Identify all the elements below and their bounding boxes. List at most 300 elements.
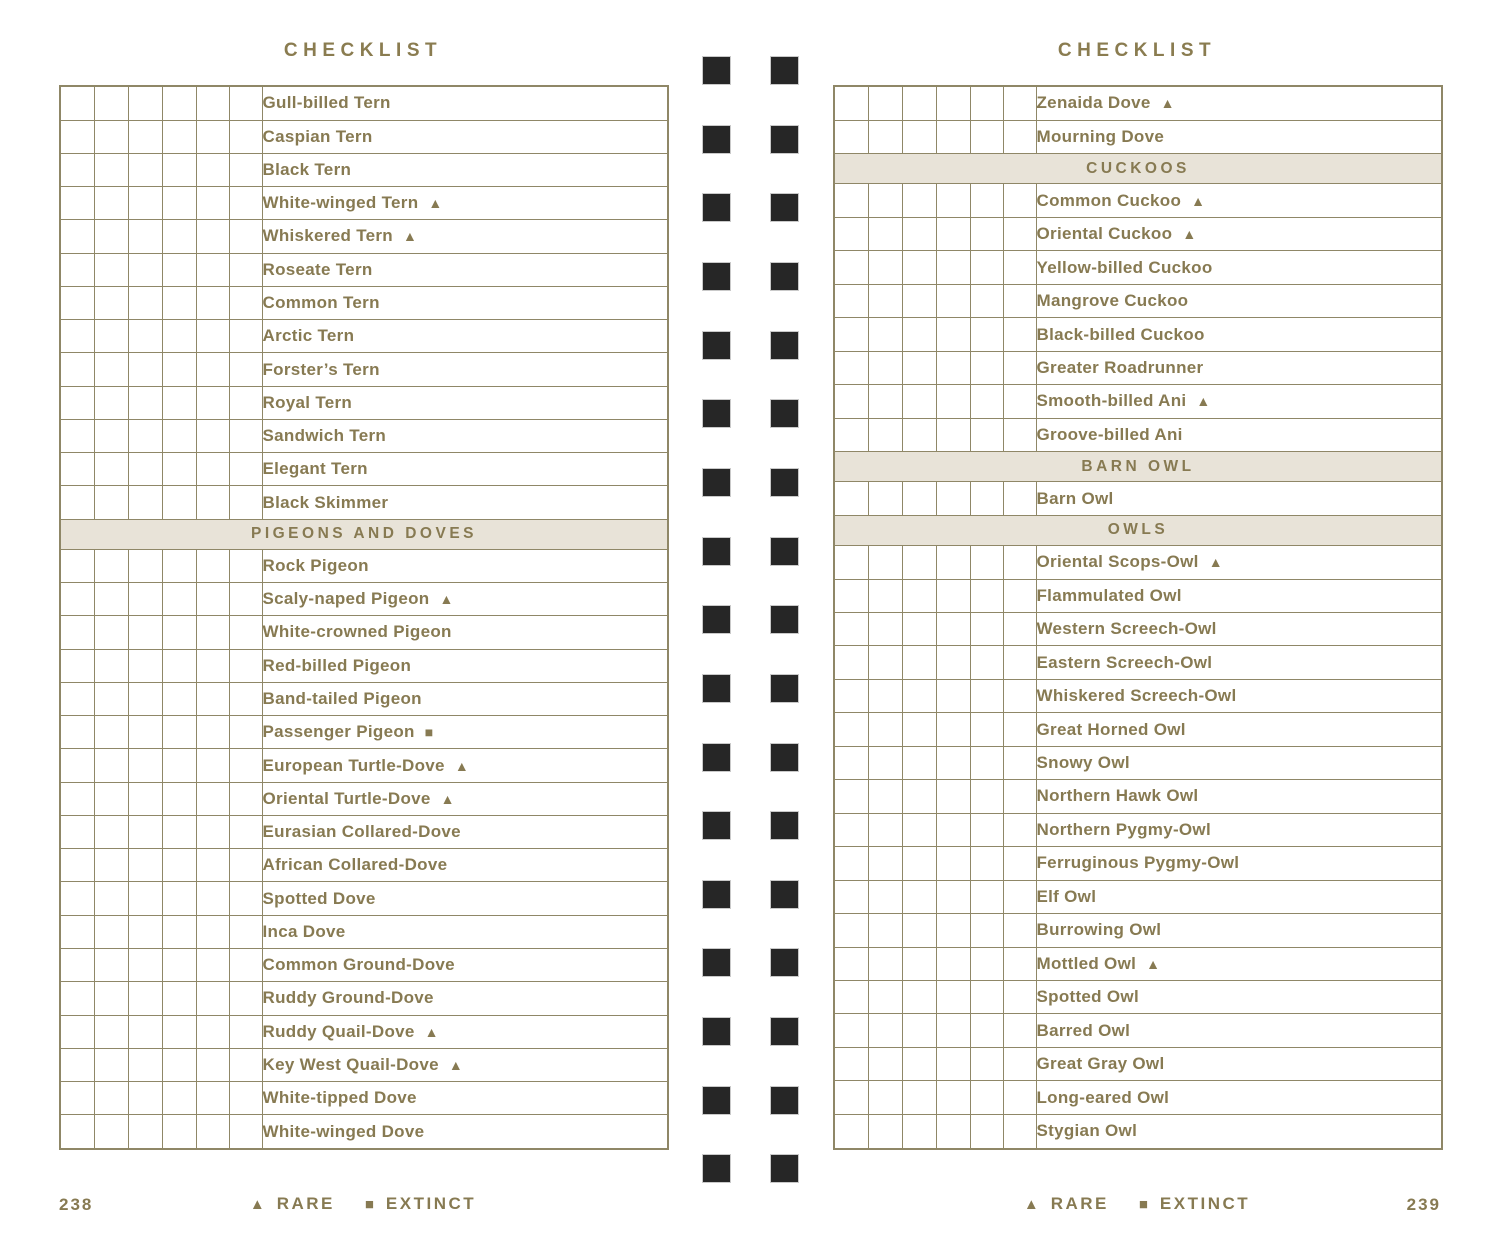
checkbox-cell[interactable] <box>834 914 868 947</box>
checkbox-cell[interactable] <box>936 847 970 880</box>
checkbox-cell[interactable] <box>196 749 229 782</box>
checkbox-cell[interactable] <box>60 253 94 286</box>
checkbox-cell[interactable] <box>229 419 262 452</box>
checkbox-cell[interactable] <box>970 351 1003 384</box>
checkbox-cell[interactable] <box>94 915 128 948</box>
checkbox-cell[interactable] <box>128 419 162 452</box>
checkbox-cell[interactable] <box>94 419 128 452</box>
checkbox-cell[interactable] <box>60 649 94 682</box>
checkbox-cell[interactable] <box>196 1115 229 1149</box>
checkbox-cell[interactable] <box>970 1047 1003 1080</box>
checkbox-cell[interactable] <box>196 1048 229 1081</box>
checkbox-cell[interactable] <box>868 1114 902 1149</box>
checkbox-cell[interactable] <box>868 746 902 779</box>
checkbox-cell[interactable] <box>902 713 936 746</box>
checkbox-cell[interactable] <box>128 616 162 649</box>
checkbox-cell[interactable] <box>94 1115 128 1149</box>
checkbox-cell[interactable] <box>936 546 970 579</box>
checkbox-cell[interactable] <box>970 579 1003 612</box>
checkbox-cell[interactable] <box>902 679 936 712</box>
checkbox-cell[interactable] <box>970 184 1003 217</box>
checkbox-cell[interactable] <box>1003 947 1036 980</box>
checkbox-cell[interactable] <box>1003 914 1036 947</box>
checkbox-cell[interactable] <box>868 482 902 515</box>
checkbox-cell[interactable] <box>196 86 229 120</box>
checkbox-cell[interactable] <box>162 120 196 153</box>
checkbox-cell[interactable] <box>60 549 94 582</box>
checkbox-cell[interactable] <box>936 318 970 351</box>
checkbox-cell[interactable] <box>60 1082 94 1115</box>
checkbox-cell[interactable] <box>60 849 94 882</box>
checkbox-cell[interactable] <box>162 583 196 616</box>
checkbox-cell[interactable] <box>229 453 262 486</box>
checkbox-cell[interactable] <box>902 1114 936 1149</box>
checkbox-cell[interactable] <box>1003 646 1036 679</box>
checkbox-cell[interactable] <box>94 1082 128 1115</box>
checkbox-cell[interactable] <box>834 880 868 913</box>
checkbox-cell[interactable] <box>60 120 94 153</box>
checkbox-cell[interactable] <box>834 679 868 712</box>
checkbox-cell[interactable] <box>868 880 902 913</box>
checkbox-cell[interactable] <box>970 914 1003 947</box>
checkbox-cell[interactable] <box>94 815 128 848</box>
checkbox-cell[interactable] <box>60 949 94 982</box>
checkbox-cell[interactable] <box>902 947 936 980</box>
checkbox-cell[interactable] <box>936 1081 970 1114</box>
checkbox-cell[interactable] <box>229 549 262 582</box>
checkbox-cell[interactable] <box>60 682 94 715</box>
checkbox-cell[interactable] <box>128 1082 162 1115</box>
checkbox-cell[interactable] <box>94 153 128 186</box>
checkbox-cell[interactable] <box>902 86 936 120</box>
checkbox-cell[interactable] <box>162 486 196 519</box>
checkbox-cell[interactable] <box>868 980 902 1013</box>
checkbox-cell[interactable] <box>94 1048 128 1081</box>
checkbox-cell[interactable] <box>1003 1081 1036 1114</box>
checkbox-cell[interactable] <box>128 549 162 582</box>
checkbox-cell[interactable] <box>162 320 196 353</box>
checkbox-cell[interactable] <box>868 385 902 418</box>
checkbox-cell[interactable] <box>162 187 196 220</box>
checkbox-cell[interactable] <box>1003 980 1036 1013</box>
checkbox-cell[interactable] <box>834 780 868 813</box>
checkbox-cell[interactable] <box>902 1014 936 1047</box>
checkbox-cell[interactable] <box>229 649 262 682</box>
checkbox-cell[interactable] <box>128 120 162 153</box>
checkbox-cell[interactable] <box>936 980 970 1013</box>
checkbox-cell[interactable] <box>196 286 229 319</box>
checkbox-cell[interactable] <box>834 284 868 317</box>
checkbox-cell[interactable] <box>970 980 1003 1013</box>
checkbox-cell[interactable] <box>902 482 936 515</box>
checkbox-cell[interactable] <box>834 813 868 846</box>
checkbox-cell[interactable] <box>162 549 196 582</box>
checkbox-cell[interactable] <box>60 153 94 186</box>
checkbox-cell[interactable] <box>229 1115 262 1149</box>
checkbox-cell[interactable] <box>229 220 262 253</box>
checkbox-cell[interactable] <box>902 1047 936 1080</box>
checkbox-cell[interactable] <box>162 682 196 715</box>
checkbox-cell[interactable] <box>868 351 902 384</box>
checkbox-cell[interactable] <box>128 486 162 519</box>
checkbox-cell[interactable] <box>834 251 868 284</box>
checkbox-cell[interactable] <box>936 947 970 980</box>
checkbox-cell[interactable] <box>970 482 1003 515</box>
checkbox-cell[interactable] <box>1003 713 1036 746</box>
checkbox-cell[interactable] <box>60 86 94 120</box>
checkbox-cell[interactable] <box>902 217 936 250</box>
checkbox-cell[interactable] <box>196 1015 229 1048</box>
checkbox-cell[interactable] <box>936 385 970 418</box>
checkbox-cell[interactable] <box>128 716 162 749</box>
checkbox-cell[interactable] <box>196 187 229 220</box>
checkbox-cell[interactable] <box>902 847 936 880</box>
checkbox-cell[interactable] <box>196 915 229 948</box>
checkbox-cell[interactable] <box>196 716 229 749</box>
checkbox-cell[interactable] <box>128 453 162 486</box>
checkbox-cell[interactable] <box>936 351 970 384</box>
checkbox-cell[interactable] <box>868 217 902 250</box>
checkbox-cell[interactable] <box>196 849 229 882</box>
checkbox-cell[interactable] <box>60 583 94 616</box>
checkbox-cell[interactable] <box>902 418 936 451</box>
checkbox-cell[interactable] <box>868 120 902 153</box>
checkbox-cell[interactable] <box>94 882 128 915</box>
checkbox-cell[interactable] <box>868 318 902 351</box>
checkbox-cell[interactable] <box>1003 679 1036 712</box>
checkbox-cell[interactable] <box>936 120 970 153</box>
checkbox-cell[interactable] <box>94 253 128 286</box>
checkbox-cell[interactable] <box>868 546 902 579</box>
checkbox-cell[interactable] <box>834 746 868 779</box>
checkbox-cell[interactable] <box>60 1015 94 1048</box>
checkbox-cell[interactable] <box>970 780 1003 813</box>
checkbox-cell[interactable] <box>936 418 970 451</box>
checkbox-cell[interactable] <box>60 782 94 815</box>
checkbox-cell[interactable] <box>60 749 94 782</box>
checkbox-cell[interactable] <box>60 716 94 749</box>
checkbox-cell[interactable] <box>60 815 94 848</box>
checkbox-cell[interactable] <box>936 713 970 746</box>
checkbox-cell[interactable] <box>970 880 1003 913</box>
checkbox-cell[interactable] <box>868 1081 902 1114</box>
checkbox-cell[interactable] <box>94 583 128 616</box>
checkbox-cell[interactable] <box>229 486 262 519</box>
checkbox-cell[interactable] <box>94 716 128 749</box>
checkbox-cell[interactable] <box>60 882 94 915</box>
checkbox-cell[interactable] <box>868 251 902 284</box>
checkbox-cell[interactable] <box>229 849 262 882</box>
checkbox-cell[interactable] <box>1003 318 1036 351</box>
checkbox-cell[interactable] <box>834 947 868 980</box>
checkbox-cell[interactable] <box>196 320 229 353</box>
checkbox-cell[interactable] <box>94 220 128 253</box>
checkbox-cell[interactable] <box>936 813 970 846</box>
checkbox-cell[interactable] <box>229 915 262 948</box>
checkbox-cell[interactable] <box>1003 217 1036 250</box>
checkbox-cell[interactable] <box>902 780 936 813</box>
checkbox-cell[interactable] <box>94 1015 128 1048</box>
checkbox-cell[interactable] <box>94 320 128 353</box>
checkbox-cell[interactable] <box>936 284 970 317</box>
checkbox-cell[interactable] <box>60 353 94 386</box>
checkbox-cell[interactable] <box>970 813 1003 846</box>
checkbox-cell[interactable] <box>970 86 1003 120</box>
checkbox-cell[interactable] <box>936 1047 970 1080</box>
checkbox-cell[interactable] <box>902 385 936 418</box>
checkbox-cell[interactable] <box>834 1114 868 1149</box>
checkbox-cell[interactable] <box>60 1115 94 1149</box>
checkbox-cell[interactable] <box>162 616 196 649</box>
checkbox-cell[interactable] <box>970 746 1003 779</box>
checkbox-cell[interactable] <box>196 253 229 286</box>
checkbox-cell[interactable] <box>94 649 128 682</box>
checkbox-cell[interactable] <box>970 646 1003 679</box>
checkbox-cell[interactable] <box>970 1081 1003 1114</box>
checkbox-cell[interactable] <box>162 782 196 815</box>
checkbox-cell[interactable] <box>970 284 1003 317</box>
checkbox-cell[interactable] <box>834 351 868 384</box>
checkbox-cell[interactable] <box>128 220 162 253</box>
checkbox-cell[interactable] <box>936 184 970 217</box>
checkbox-cell[interactable] <box>868 947 902 980</box>
checkbox-cell[interactable] <box>868 184 902 217</box>
checkbox-cell[interactable] <box>60 220 94 253</box>
checkbox-cell[interactable] <box>229 1082 262 1115</box>
checkbox-cell[interactable] <box>970 947 1003 980</box>
checkbox-cell[interactable] <box>128 849 162 882</box>
checkbox-cell[interactable] <box>162 453 196 486</box>
checkbox-cell[interactable] <box>868 579 902 612</box>
checkbox-cell[interactable] <box>936 880 970 913</box>
checkbox-cell[interactable] <box>196 120 229 153</box>
checkbox-cell[interactable] <box>162 253 196 286</box>
checkbox-cell[interactable] <box>128 583 162 616</box>
checkbox-cell[interactable] <box>936 86 970 120</box>
checkbox-cell[interactable] <box>94 453 128 486</box>
checkbox-cell[interactable] <box>902 579 936 612</box>
checkbox-cell[interactable] <box>229 882 262 915</box>
checkbox-cell[interactable] <box>229 782 262 815</box>
checkbox-cell[interactable] <box>902 318 936 351</box>
checkbox-cell[interactable] <box>936 646 970 679</box>
checkbox-cell[interactable] <box>970 1114 1003 1149</box>
checkbox-cell[interactable] <box>868 780 902 813</box>
checkbox-cell[interactable] <box>936 914 970 947</box>
checkbox-cell[interactable] <box>834 579 868 612</box>
checkbox-cell[interactable] <box>128 1048 162 1081</box>
checkbox-cell[interactable] <box>834 217 868 250</box>
checkbox-cell[interactable] <box>196 419 229 452</box>
checkbox-cell[interactable] <box>868 284 902 317</box>
checkbox-cell[interactable] <box>834 385 868 418</box>
checkbox-cell[interactable] <box>834 1081 868 1114</box>
checkbox-cell[interactable] <box>834 184 868 217</box>
checkbox-cell[interactable] <box>970 385 1003 418</box>
checkbox-cell[interactable] <box>162 286 196 319</box>
checkbox-cell[interactable] <box>128 86 162 120</box>
checkbox-cell[interactable] <box>162 649 196 682</box>
checkbox-cell[interactable] <box>868 914 902 947</box>
checkbox-cell[interactable] <box>1003 847 1036 880</box>
checkbox-cell[interactable] <box>162 353 196 386</box>
checkbox-cell[interactable] <box>94 120 128 153</box>
checkbox-cell[interactable] <box>936 1014 970 1047</box>
checkbox-cell[interactable] <box>128 982 162 1015</box>
checkbox-cell[interactable] <box>868 646 902 679</box>
checkbox-cell[interactable] <box>834 418 868 451</box>
checkbox-cell[interactable] <box>229 386 262 419</box>
checkbox-cell[interactable] <box>128 882 162 915</box>
checkbox-cell[interactable] <box>229 1015 262 1048</box>
checkbox-cell[interactable] <box>1003 746 1036 779</box>
checkbox-cell[interactable] <box>936 217 970 250</box>
checkbox-cell[interactable] <box>229 949 262 982</box>
checkbox-cell[interactable] <box>834 1014 868 1047</box>
checkbox-cell[interactable] <box>1003 284 1036 317</box>
checkbox-cell[interactable] <box>196 353 229 386</box>
checkbox-cell[interactable] <box>936 251 970 284</box>
checkbox-cell[interactable] <box>868 679 902 712</box>
checkbox-cell[interactable] <box>834 482 868 515</box>
checkbox-cell[interactable] <box>196 682 229 715</box>
checkbox-cell[interactable] <box>162 153 196 186</box>
checkbox-cell[interactable] <box>902 880 936 913</box>
checkbox-cell[interactable] <box>902 980 936 1013</box>
checkbox-cell[interactable] <box>229 1048 262 1081</box>
checkbox-cell[interactable] <box>229 749 262 782</box>
checkbox-cell[interactable] <box>970 713 1003 746</box>
checkbox-cell[interactable] <box>834 86 868 120</box>
checkbox-cell[interactable] <box>128 949 162 982</box>
checkbox-cell[interactable] <box>162 419 196 452</box>
checkbox-cell[interactable] <box>834 318 868 351</box>
checkbox-cell[interactable] <box>60 982 94 1015</box>
checkbox-cell[interactable] <box>94 782 128 815</box>
checkbox-cell[interactable] <box>162 949 196 982</box>
checkbox-cell[interactable] <box>196 549 229 582</box>
checkbox-cell[interactable] <box>128 682 162 715</box>
checkbox-cell[interactable] <box>196 982 229 1015</box>
checkbox-cell[interactable] <box>1003 86 1036 120</box>
checkbox-cell[interactable] <box>834 120 868 153</box>
checkbox-cell[interactable] <box>60 915 94 948</box>
checkbox-cell[interactable] <box>1003 418 1036 451</box>
checkbox-cell[interactable] <box>60 320 94 353</box>
checkbox-cell[interactable] <box>936 612 970 645</box>
checkbox-cell[interactable] <box>1003 482 1036 515</box>
checkbox-cell[interactable] <box>94 486 128 519</box>
checkbox-cell[interactable] <box>162 386 196 419</box>
checkbox-cell[interactable] <box>229 120 262 153</box>
checkbox-cell[interactable] <box>60 486 94 519</box>
checkbox-cell[interactable] <box>196 583 229 616</box>
checkbox-cell[interactable] <box>970 251 1003 284</box>
checkbox-cell[interactable] <box>128 1015 162 1048</box>
checkbox-cell[interactable] <box>128 815 162 848</box>
checkbox-cell[interactable] <box>868 86 902 120</box>
checkbox-cell[interactable] <box>229 815 262 848</box>
checkbox-cell[interactable] <box>229 353 262 386</box>
checkbox-cell[interactable] <box>128 649 162 682</box>
checkbox-cell[interactable] <box>196 386 229 419</box>
checkbox-cell[interactable] <box>60 286 94 319</box>
checkbox-cell[interactable] <box>1003 120 1036 153</box>
checkbox-cell[interactable] <box>94 849 128 882</box>
checkbox-cell[interactable] <box>94 286 128 319</box>
checkbox-cell[interactable] <box>229 286 262 319</box>
checkbox-cell[interactable] <box>162 982 196 1015</box>
checkbox-cell[interactable] <box>94 187 128 220</box>
checkbox-cell[interactable] <box>196 949 229 982</box>
checkbox-cell[interactable] <box>162 220 196 253</box>
checkbox-cell[interactable] <box>834 713 868 746</box>
checkbox-cell[interactable] <box>162 1015 196 1048</box>
checkbox-cell[interactable] <box>902 546 936 579</box>
checkbox-cell[interactable] <box>128 153 162 186</box>
checkbox-cell[interactable] <box>970 120 1003 153</box>
checkbox-cell[interactable] <box>162 915 196 948</box>
checkbox-cell[interactable] <box>970 418 1003 451</box>
checkbox-cell[interactable] <box>229 86 262 120</box>
checkbox-cell[interactable] <box>229 153 262 186</box>
checkbox-cell[interactable] <box>162 1115 196 1149</box>
checkbox-cell[interactable] <box>936 746 970 779</box>
checkbox-cell[interactable] <box>1003 780 1036 813</box>
checkbox-cell[interactable] <box>1003 251 1036 284</box>
checkbox-cell[interactable] <box>970 847 1003 880</box>
checkbox-cell[interactable] <box>970 1014 1003 1047</box>
checkbox-cell[interactable] <box>94 353 128 386</box>
checkbox-cell[interactable] <box>970 612 1003 645</box>
checkbox-cell[interactable] <box>902 284 936 317</box>
checkbox-cell[interactable] <box>196 649 229 682</box>
checkbox-cell[interactable] <box>162 815 196 848</box>
checkbox-cell[interactable] <box>834 546 868 579</box>
checkbox-cell[interactable] <box>1003 813 1036 846</box>
checkbox-cell[interactable] <box>94 949 128 982</box>
checkbox-cell[interactable] <box>936 482 970 515</box>
checkbox-cell[interactable] <box>162 749 196 782</box>
checkbox-cell[interactable] <box>1003 1114 1036 1149</box>
checkbox-cell[interactable] <box>94 982 128 1015</box>
checkbox-cell[interactable] <box>94 549 128 582</box>
checkbox-cell[interactable] <box>902 251 936 284</box>
checkbox-cell[interactable] <box>196 220 229 253</box>
checkbox-cell[interactable] <box>128 253 162 286</box>
checkbox-cell[interactable] <box>1003 579 1036 612</box>
checkbox-cell[interactable] <box>936 780 970 813</box>
checkbox-cell[interactable] <box>902 612 936 645</box>
checkbox-cell[interactable] <box>162 849 196 882</box>
checkbox-cell[interactable] <box>902 914 936 947</box>
checkbox-cell[interactable] <box>162 1048 196 1081</box>
checkbox-cell[interactable] <box>868 713 902 746</box>
checkbox-cell[interactable] <box>1003 1047 1036 1080</box>
checkbox-cell[interactable] <box>834 612 868 645</box>
checkbox-cell[interactable] <box>196 815 229 848</box>
checkbox-cell[interactable] <box>902 813 936 846</box>
checkbox-cell[interactable] <box>1003 546 1036 579</box>
checkbox-cell[interactable] <box>868 847 902 880</box>
checkbox-cell[interactable] <box>60 616 94 649</box>
checkbox-cell[interactable] <box>868 813 902 846</box>
checkbox-cell[interactable] <box>60 386 94 419</box>
checkbox-cell[interactable] <box>128 286 162 319</box>
checkbox-cell[interactable] <box>94 86 128 120</box>
checkbox-cell[interactable] <box>60 1048 94 1081</box>
checkbox-cell[interactable] <box>94 749 128 782</box>
